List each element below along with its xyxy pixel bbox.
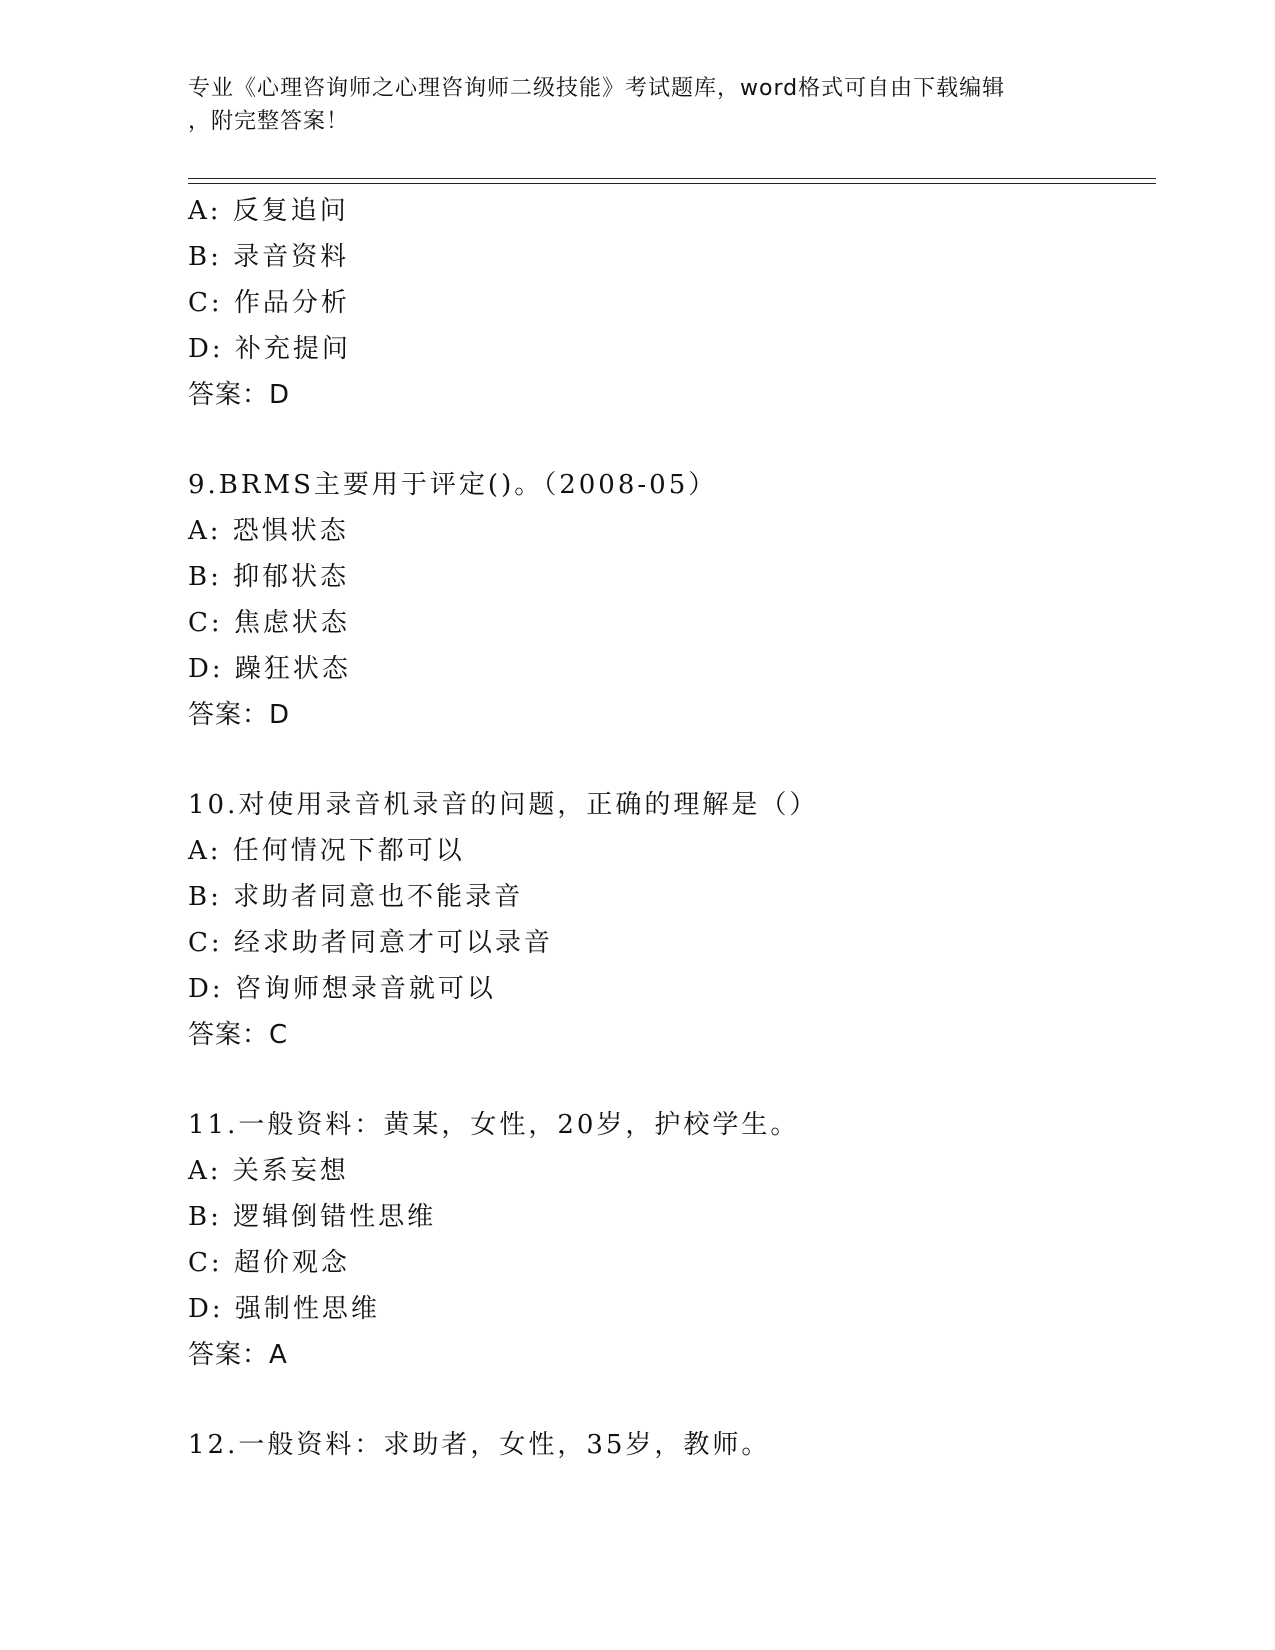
- header-line-1: 专业《心理咨询师之心理咨询师二级技能》考试题库，word格式可自由下载编辑: [188, 76, 1006, 101]
- header-line-2: ，附完整答案！: [188, 109, 350, 134]
- header-divider-top: [188, 178, 1156, 179]
- option-a: A: 恐惧状态: [188, 516, 349, 546]
- option-c: C: 超价观念: [188, 1248, 350, 1278]
- option-d: D: 咨询师想录音就可以: [188, 974, 496, 1004]
- spacer: [188, 1058, 1156, 1102]
- option-b: B: 录音资料: [188, 242, 350, 272]
- question-11: [188, 1102, 1156, 1378]
- option-a: A: 任何情况下都可以: [188, 836, 465, 866]
- question-8-continued: [188, 188, 1156, 418]
- question-stem: 9.BRMS主要用于评定()。（2008-05）: [188, 470, 718, 500]
- answer-label: 答案：D: [188, 700, 291, 730]
- spacer: [188, 1378, 1156, 1422]
- spacer: [188, 418, 1156, 462]
- answer-label: 答案：C: [188, 1020, 289, 1050]
- answer-label: 答案：A: [188, 1340, 288, 1370]
- header-divider-bottom: [188, 183, 1156, 184]
- option-a: A: 关系妄想: [188, 1156, 349, 1186]
- option-b: B: 求助者同意也不能录音: [188, 882, 524, 912]
- option-d: D: 强制性思维: [188, 1294, 380, 1324]
- question-12: [188, 1422, 1156, 1468]
- option-d: D: 补充提问: [188, 334, 351, 364]
- option-d: D: 躁狂状态: [188, 654, 351, 684]
- option-c: C: 经求助者同意才可以录音: [188, 928, 553, 958]
- option-c: C: 焦虑状态: [188, 608, 350, 638]
- document-header: [188, 72, 1068, 138]
- question-stem: 11.一般资料：黄某，女性，20岁，护校学生。: [188, 1110, 800, 1140]
- option-b: B: 抑郁状态: [188, 562, 350, 592]
- option-b: B: 逻辑倒错性思维: [188, 1202, 437, 1232]
- option-a: A: 反复追问: [188, 196, 349, 226]
- answer-label: 答案：D: [188, 380, 291, 410]
- question-stem: 12.一般资料：求助者，女性，35岁，教师。: [188, 1430, 771, 1460]
- question-list: [188, 188, 1156, 1468]
- question-stem: 10.对使用录音机录音的问题，正确的理解是（）: [188, 790, 819, 820]
- spacer: [188, 738, 1156, 782]
- option-c: C: 作品分析: [188, 288, 350, 318]
- question-10: [188, 782, 1156, 1058]
- question-9: [188, 462, 1156, 738]
